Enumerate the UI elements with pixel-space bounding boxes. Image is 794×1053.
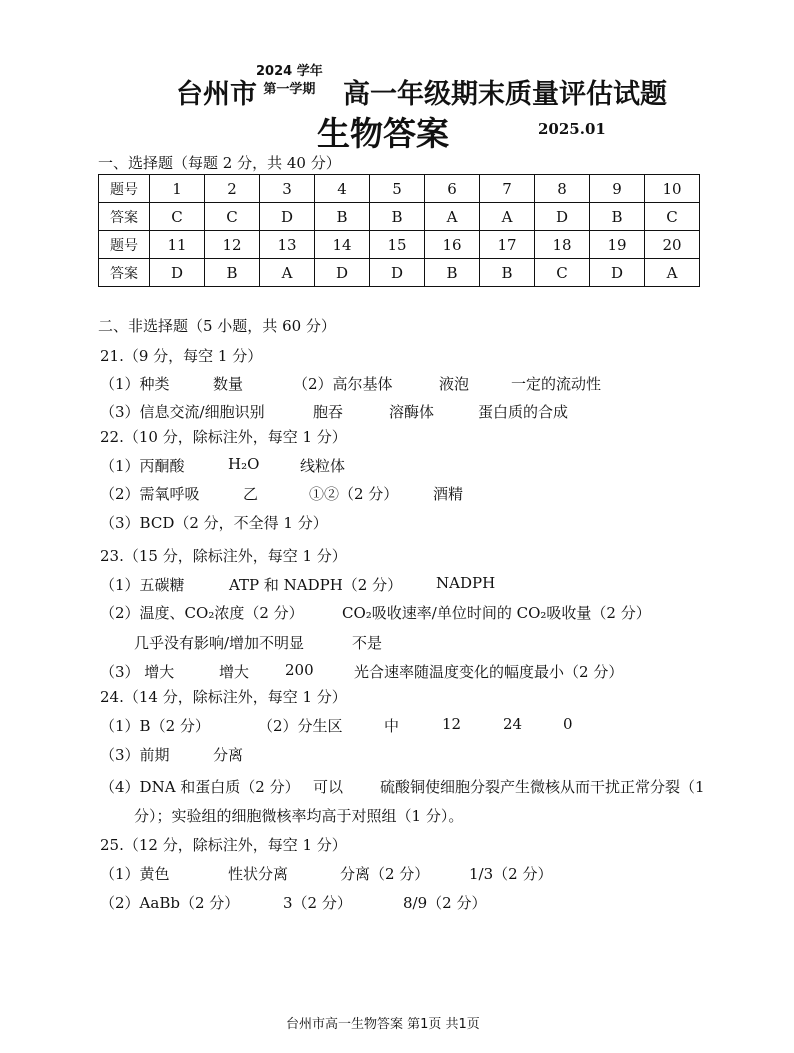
table-cell: A bbox=[260, 259, 315, 287]
table-cell: 5 bbox=[370, 175, 425, 203]
answer-item: 溶酶体 bbox=[389, 403, 435, 421]
table-cell: 8 bbox=[535, 175, 590, 203]
table-cell: 9 bbox=[590, 175, 645, 203]
title-semester: 第一学期 bbox=[263, 82, 316, 97]
table-cell: B bbox=[370, 203, 425, 231]
table-cell: 12 bbox=[205, 231, 260, 259]
answer-item: （1）黄色 bbox=[100, 865, 170, 883]
answer-item: 硫酸铜使细胞分裂产生微核从而干扰正常分裂（1 bbox=[380, 778, 705, 796]
table-cell: B bbox=[205, 259, 260, 287]
table-cell: 6 bbox=[425, 175, 480, 203]
table-cell: 10 bbox=[645, 175, 700, 203]
table-cell: A bbox=[425, 203, 480, 231]
answer-item: （3）BCD（2 分，不全得 1 分） bbox=[100, 514, 328, 532]
table-cell: D bbox=[535, 203, 590, 231]
table-cell: D bbox=[370, 259, 425, 287]
q22-header: 22.（10 分，除标注外，每空 1 分） bbox=[100, 428, 347, 446]
answer-item: 数量 bbox=[213, 375, 244, 393]
row-label-question: 题号 bbox=[99, 175, 150, 203]
answer-item: （1）丙酮酸 bbox=[100, 457, 185, 475]
table-cell: D bbox=[260, 203, 315, 231]
table-cell: A bbox=[645, 259, 700, 287]
q25-header: 25.（12 分，除标注外，每空 1 分） bbox=[100, 836, 347, 854]
answer-item: 可以 bbox=[313, 778, 344, 796]
table-cell: D bbox=[315, 259, 370, 287]
answer-item: 线粒体 bbox=[300, 457, 346, 475]
answer-item: （2）温度、CO₂浓度（2 分） bbox=[100, 604, 304, 622]
answer-item: 一定的流动性 bbox=[511, 375, 602, 393]
table-cell: 11 bbox=[150, 231, 205, 259]
table-cell: C bbox=[205, 203, 260, 231]
answer-item: （1）五碳糖 bbox=[100, 576, 185, 594]
page-footer: 台州市高一生物答案 第1页 共1页 bbox=[286, 1017, 480, 1032]
table-cell: 14 bbox=[315, 231, 370, 259]
q21-header: 21.（9 分，每空 1 分） bbox=[100, 347, 263, 365]
table-cell: 7 bbox=[480, 175, 535, 203]
answer-item: （3）前期 bbox=[100, 746, 170, 764]
title-year: 2024 学年 bbox=[256, 64, 323, 79]
answer-item: 8/9（2 分） bbox=[403, 894, 487, 912]
q23-header: 23.（15 分，除标注外，每空 1 分） bbox=[100, 547, 347, 565]
answer-item: （3） 增大 bbox=[100, 663, 175, 681]
subtitle: 生物答案 bbox=[317, 114, 449, 153]
answer-item: 不是 bbox=[352, 634, 383, 652]
table-cell: C bbox=[645, 203, 700, 231]
answer-item: （2）高尔基体 bbox=[293, 375, 393, 393]
table-cell: B bbox=[315, 203, 370, 231]
table-row bbox=[99, 259, 700, 287]
answer-item: （2）AaBb（2 分） bbox=[100, 894, 240, 912]
table-cell: 17 bbox=[480, 231, 535, 259]
date: 2025.01 bbox=[538, 120, 606, 138]
section2-title: 二、非选择题（5 小题，共 60 分） bbox=[98, 317, 336, 335]
table-cell: 20 bbox=[645, 231, 700, 259]
answer-item: （2）分生区 bbox=[258, 717, 343, 735]
title-main: 高一年级期末质量评估试题 bbox=[343, 79, 667, 110]
answer-item: 酒精 bbox=[433, 485, 464, 503]
title-year-block bbox=[256, 63, 323, 99]
table-cell: 4 bbox=[315, 175, 370, 203]
answer-item: 3（2 分） bbox=[283, 894, 352, 912]
answer-item: 中 bbox=[384, 717, 400, 735]
table-cell: B bbox=[590, 203, 645, 231]
answer-item: NADPH bbox=[436, 574, 496, 592]
answer-item: 光合速率随温度变化的幅度最小（2 分） bbox=[354, 663, 624, 681]
answer-item: 液泡 bbox=[439, 375, 470, 393]
table-cell: C bbox=[150, 203, 205, 231]
answer-item: CO₂吸收速率/单位时间的 CO₂吸收量（2 分） bbox=[342, 604, 651, 622]
answer-item: 分离 bbox=[213, 746, 244, 764]
answer-item: （2）需氧呼吸 bbox=[100, 485, 200, 503]
table-cell: A bbox=[480, 203, 535, 231]
answer-item: 乙 bbox=[243, 485, 259, 503]
answer-item: 增大 bbox=[219, 663, 250, 681]
table-cell: 2 bbox=[205, 175, 260, 203]
answer-item: 0 bbox=[563, 715, 573, 733]
table-row bbox=[99, 203, 700, 231]
answer-table bbox=[98, 174, 700, 287]
table-cell: 16 bbox=[425, 231, 480, 259]
table-cell: B bbox=[425, 259, 480, 287]
table-row bbox=[99, 231, 700, 259]
section1-title: 一、选择题（每题 2 分，共 40 分） bbox=[98, 154, 341, 172]
answer-item: （1）B（2 分） bbox=[100, 717, 210, 735]
title-city: 台州市 bbox=[176, 79, 257, 110]
table-cell: B bbox=[480, 259, 535, 287]
table-cell: 15 bbox=[370, 231, 425, 259]
answer-item: 12 bbox=[442, 715, 462, 733]
answer-item: （1）种类 bbox=[100, 375, 170, 393]
row-label-answer: 答案 bbox=[99, 203, 150, 231]
table-cell: 3 bbox=[260, 175, 315, 203]
answer-item: （3）信息交流/细胞识别 bbox=[100, 403, 265, 421]
table-cell: 1 bbox=[150, 175, 205, 203]
row-label-answer: 答案 bbox=[99, 259, 150, 287]
answer-item: 蛋白质的合成 bbox=[478, 403, 569, 421]
answer-item: 分离（2 分） bbox=[340, 865, 430, 883]
answer-item: 胞吞 bbox=[313, 403, 344, 421]
answer-item: （4）DNA 和蛋白质（2 分） bbox=[100, 778, 300, 796]
answer-item: H₂O bbox=[228, 455, 260, 473]
table-cell: 13 bbox=[260, 231, 315, 259]
answer-item: 24 bbox=[503, 715, 523, 733]
table-cell: D bbox=[150, 259, 205, 287]
answer-item: 性状分离 bbox=[228, 865, 289, 883]
table-row bbox=[99, 175, 700, 203]
answer-item: 1/3（2 分） bbox=[469, 865, 553, 883]
table-cell: C bbox=[535, 259, 590, 287]
answer-item: ATP 和 NADPH（2 分） bbox=[229, 576, 403, 594]
row-label-question: 题号 bbox=[99, 231, 150, 259]
answer-item: 分）；实验组的细胞微核率均高于对照组（1 分）。 bbox=[134, 807, 464, 825]
answer-item: 几乎没有影响/增加不明显 bbox=[134, 634, 305, 652]
answer-item: 200 bbox=[285, 661, 314, 679]
q24-header: 24.（14 分，除标注外，每空 1 分） bbox=[100, 688, 347, 706]
table-cell: D bbox=[590, 259, 645, 287]
table-cell: 19 bbox=[590, 231, 645, 259]
answer-item: ①②（2 分） bbox=[309, 485, 399, 503]
table-cell: 18 bbox=[535, 231, 590, 259]
